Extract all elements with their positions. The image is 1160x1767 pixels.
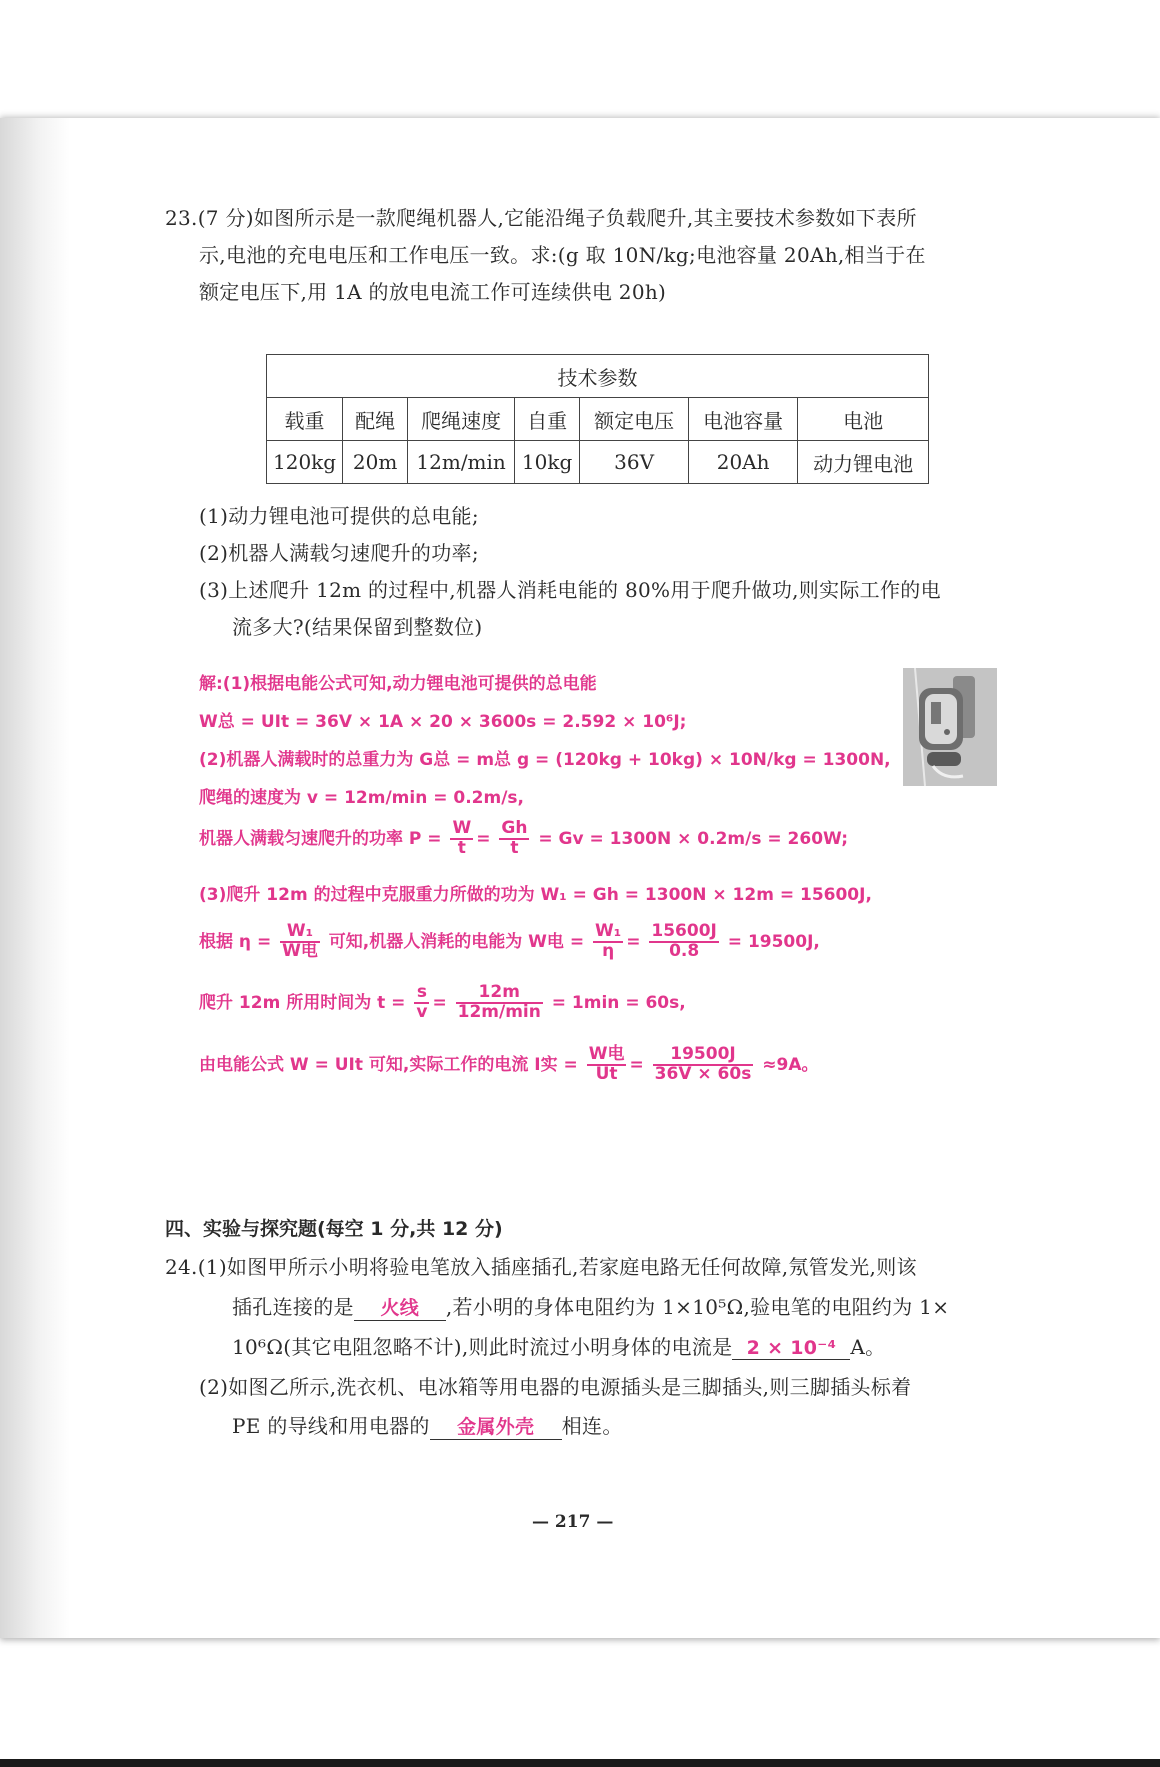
fraction-w1-over-eta — [593, 923, 623, 961]
q23-sub-2: (2)机器人满载匀速爬升的功率; — [199, 541, 479, 565]
current-result: ≈9A。 — [762, 1054, 819, 1075]
q24-line-5 — [232, 1410, 623, 1440]
fraction-numerator: 12m — [456, 984, 543, 1004]
solution-line-8: 爬升 12m 所用时间为 t = $\frac{s}{v}$ = $\frac{12m}{12m/\min}$ = 1min = 60s, — [199, 982, 686, 1022]
fraction-numerator: W电 — [588, 1044, 625, 1064]
solution-line-6: (3)爬升 12m 的过程中克服重力所做的功为 W₁ = Gh = 1300N × 12m = 15600J, — [199, 885, 872, 905]
fraction-15600-over-08 — [649, 923, 718, 961]
fraction-denominator: t — [457, 837, 466, 858]
q23-line-3: 额定电压下,用 1A 的放电电流工作可连续供电 20h) — [199, 280, 667, 304]
fraction-denominator: η — [602, 940, 615, 961]
tech-params-table — [266, 354, 929, 484]
value-cell: 10kg — [515, 441, 580, 484]
solution-line-1: 解:(1)根据电能公式可知,动力锂电池可提供的总电能 — [199, 674, 597, 694]
fraction-denominator: t — [510, 837, 519, 858]
q24-line-2-suffix: ,若小明的身体电阻约为 1×10⁵Ω,验电笔的电阻约为 1× — [445, 1295, 950, 1319]
time-result: = 1min = 60s, — [551, 992, 686, 1013]
fraction-denominator: W电 — [282, 940, 318, 961]
robot-photo — [903, 668, 997, 786]
fraction-denominator: 12m/min — [457, 1001, 541, 1022]
value-cell: 20m — [343, 441, 408, 484]
answer-blank-current: 2 × 10⁻⁴ — [732, 1337, 850, 1360]
time-prefix: 爬升 12m 所用时间为 t = — [199, 992, 406, 1013]
q23-sub-3b: 流多大?(结果保留到整数位) — [232, 615, 483, 639]
q24-line-3 — [232, 1331, 885, 1360]
fraction-12m-over-speed — [456, 984, 543, 1022]
q24-line-4: (2)如图乙所示,洗衣机、电冰箱等用电器的电源插头是三脚插头,则三脚插头标着 — [199, 1375, 912, 1399]
fraction-we-over-ut — [587, 1046, 627, 1084]
header-cell: 爬绳速度 — [408, 398, 515, 441]
value-cell: 20Ah — [689, 441, 798, 484]
solution-line-2: W总 = UIt = 36V × 1A × 20 × 3600s = 2.592 × 10⁶J; — [199, 712, 687, 732]
section-4-title: 四、实验与探究题(每空 1 分,共 12 分) — [165, 1218, 503, 1240]
fraction-numerator: s — [414, 984, 429, 1004]
efficiency-prefix: 根据 η = — [199, 931, 272, 952]
robot-photo-graphic — [903, 668, 997, 786]
fraction-numerator: 19500J — [653, 1046, 754, 1066]
page-gutter-shadow — [0, 118, 70, 1638]
fraction-gh-over-t — [499, 820, 529, 858]
header-cell: 电池容量 — [689, 398, 798, 441]
page-number: — 217 — — [532, 1512, 614, 1532]
power-prefix: 机器人满载匀速爬升的功率 P = — [199, 828, 442, 849]
q23-line-1: 23.(7 分)如图所示是一款爬绳机器人,它能沿绳子负载爬升,其主要技术参数如下表所 — [165, 206, 917, 230]
table-title: 技术参数 — [267, 355, 929, 398]
q24-line-2-prefix: 插孔连接的是 — [232, 1295, 354, 1319]
header-cell: 电池 — [798, 398, 929, 441]
q23-sub-3a: (3)上述爬升 12m 的过程中,机器人消耗电能的 80%用于爬升做功,则实际工作的电 — [199, 578, 941, 602]
table-value-row — [267, 441, 929, 484]
fraction-denominator: 0.8 — [669, 940, 700, 961]
fraction-w-over-t — [450, 820, 473, 858]
q23-sub-1: (1)动力锂电池可提供的总电能; — [199, 504, 479, 528]
power-result: = Gv = 1300N × 0.2m/s = 260W; — [538, 828, 849, 849]
screen-bottom-bar — [0, 1759, 1160, 1767]
solution-line-5: 机器人满载匀速爬升的功率 P = $\frac{W}{t}$ = $\frac{Gh}{t}$ = Gv = 1300N × 0.2m/s = 260W; — [199, 818, 849, 858]
answer-blank-live-wire: 火线 — [354, 1293, 446, 1321]
value-cell: 12m/min — [408, 441, 515, 484]
solution-line-9: 由电能公式 W = UIt 可知,实际工作的电流 I实 = $\frac{\text{W电}}{Ut}$ = $\frac{19500J}{36V \times 60s}$ ≈9A。 — [199, 1044, 819, 1084]
solution-line-3: (2)机器人满载时的总重力为 G总 = m总 g = (120kg + 10kg) × 10N/kg = 1300N, — [199, 750, 891, 770]
fraction-denominator: 36V × 60s — [654, 1063, 752, 1084]
value-cell: 动力锂电池 — [798, 441, 929, 484]
fraction-numerator: W₁ — [595, 921, 622, 941]
fraction-numerator: 15600J — [651, 921, 717, 941]
header-cell: 配绳 — [343, 398, 408, 441]
header-cell: 额定电压 — [580, 398, 689, 441]
fraction-numerator: W₁ — [280, 923, 320, 943]
q24-line-1: 24.(1)如图甲所示小明将验电笔放入插座插孔,若家庭电路无任何故障,氖管发光,则该 — [165, 1255, 917, 1279]
header-cell: 载重 — [267, 398, 343, 441]
fraction-s-over-v — [414, 984, 429, 1022]
value-cell: 36V — [580, 441, 689, 484]
fraction-19500-over-time — [653, 1046, 754, 1084]
q24-line-3-suffix: A。 — [850, 1335, 886, 1359]
q24-line-5-prefix: PE 的导线和用电器的 — [232, 1414, 430, 1438]
value-cell: 120kg — [267, 441, 343, 484]
efficiency-middle: 可知,机器人消耗的电能为 W电 = — [328, 931, 585, 952]
q24-line-5-suffix: 相连。 — [561, 1414, 623, 1438]
fraction-numerator: W — [452, 818, 472, 838]
answer-blank-metal-casing: 金属外壳 — [430, 1412, 562, 1440]
header-cell: 自重 — [515, 398, 580, 441]
q24-line-3-prefix: 10⁶Ω(其它电阻忽略不计),则此时流过小明身体的电流是 — [232, 1335, 733, 1359]
q23-line-2: 示,电池的充电电压和工作电压一致。求:(g 取 10N/kg;电池容量 20Ah,相当于在 — [199, 243, 926, 267]
current-prefix: 由电能公式 W = UIt 可知,实际工作的电流 I实 = — [199, 1054, 578, 1075]
efficiency-result: = 19500J, — [727, 931, 820, 952]
fraction-w1-over-we — [280, 923, 320, 961]
solution-line-4: 爬绳的速度为 v = 12m/min = 0.2m/s, — [199, 788, 525, 808]
q24-line-2 — [232, 1291, 949, 1321]
fraction-denominator: Ut — [595, 1063, 618, 1084]
solution-line-7: 根据 η = $\frac{\text{W₁}}{\text{W电}}$ 可知,机器人消耗的电能为 W电 = $\frac{\text{W₁}}{\eta}$ = $\frac{15600J}{0.8}$ = 19500J, — [199, 921, 820, 961]
table-header-row — [267, 398, 929, 441]
fraction-numerator: Gh — [501, 818, 528, 838]
fraction-denominator: v — [416, 1001, 428, 1022]
book-page — [0, 118, 1160, 1638]
